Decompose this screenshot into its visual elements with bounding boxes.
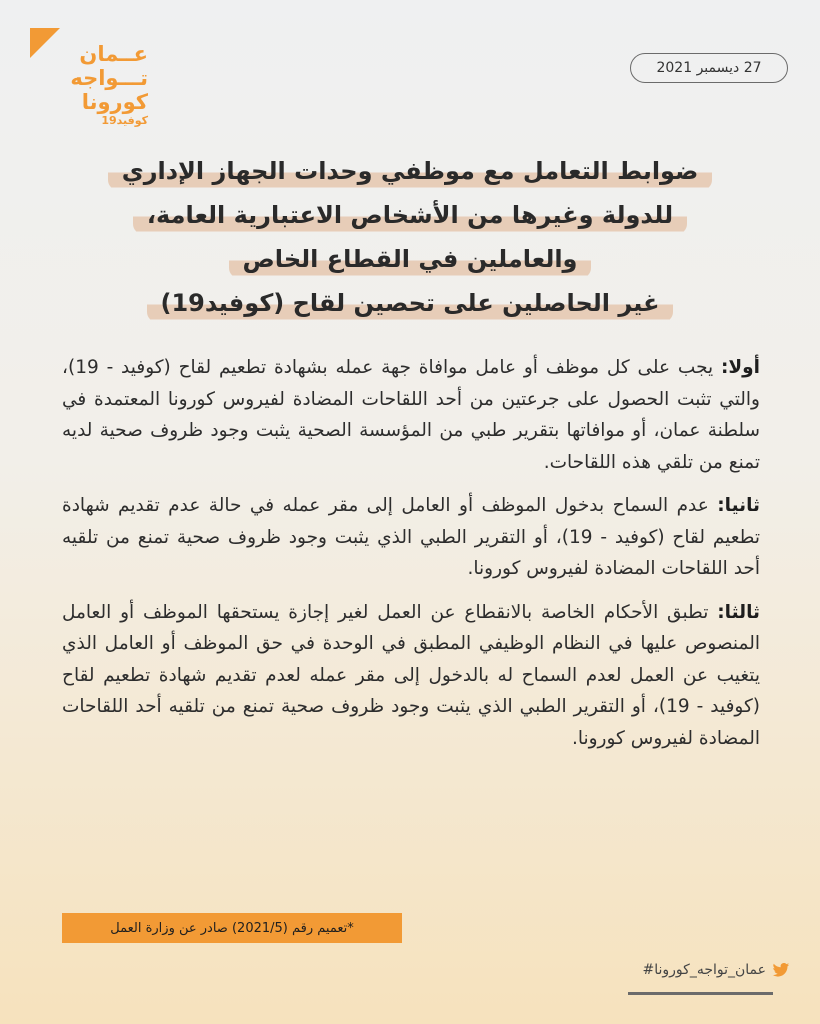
- circular-source-note: *تعميم رقم (2021/5) صادر عن وزارة العمل: [62, 913, 402, 943]
- regulations-body: [62, 352, 760, 766]
- section-text: عدم السماح بدخول الموظف أو العامل إلى مقر عمله في حالة عدم تقديم شهادة تطعيم لقاح (كوفيد - 19)، أو التقرير الطبي الذي يثبت وجود ظروف صحية تمنع من تلقيه أحد اللقاحات المضادة لفيروس كورونا.: [62, 495, 760, 579]
- hashtag-underline: [628, 992, 773, 995]
- section-second: [62, 490, 760, 585]
- section-third: [62, 597, 760, 755]
- social-hashtag[interactable]: [618, 962, 790, 1002]
- title-line-3: والعاملين في القطاع الخاص: [229, 240, 592, 278]
- page-title: [60, 152, 760, 328]
- section-lead: أولا:: [720, 357, 760, 378]
- section-text: يجب على كل موظف أو عامل موافاة جهة عمله بشهادة تطعيم لقاح (كوفيد - 19)، والتي تثبت الحصول على جرعتين من أحد اللقاحات المضادة لفيروس كورونا المعتمدة في سلطنة عمان، أو موافاتها بتقرير طبي من المؤسسة الصحية يثبت وجود ظروف صحية لديه تمنع من تلقي هذه اللقاحات.: [62, 357, 760, 473]
- twitter-bird-icon: [772, 963, 790, 977]
- section-lead: ثانيا:: [717, 495, 760, 516]
- logo-line-3: كورونا: [81, 90, 148, 114]
- section-text: تطبق الأحكام الخاصة بالانقطاع عن العمل لغير إجازة يستحقها الموظف أو العامل المنصوص عليها في النظام الوظيفي المطبق في الوحدة في حق الموظف أو العامل الذي يتغيب عن العمل لعدم السماح له بالدخول إلى مقر عمله لعدم تقديم شهادة تطعيم لقاح (كوفيد - 19)، أو التقرير الطبي الذي يثبت وجود ظروف صحية تمنع من تلقيه أحد اللقاحات المضادة لفيروس كورونا.: [62, 601, 761, 749]
- title-line-1: ضوابط التعامل مع موظفي وحدات الجهاز الإداري: [108, 152, 713, 190]
- hashtag-text[interactable]: #عمان_تواجه_كورونا: [642, 962, 766, 978]
- section-lead: ثالثا:: [717, 601, 760, 623]
- oman-faces-corona-logo: [30, 28, 150, 138]
- title-line-2: للدولة وغيرها من الأشخاص الاعتبارية العامة،: [133, 196, 687, 234]
- section-first: [62, 352, 760, 478]
- logo-line-2: تـــواجه: [70, 66, 148, 90]
- date-badge: 27 ديسمبر 2021: [630, 53, 788, 83]
- logo-line-1: عــمان: [79, 42, 148, 66]
- title-line-4: غير الحاصلين على تحصين لقاح (كوفيد19): [147, 284, 674, 322]
- logo-line-4: كوفيد19: [101, 114, 148, 127]
